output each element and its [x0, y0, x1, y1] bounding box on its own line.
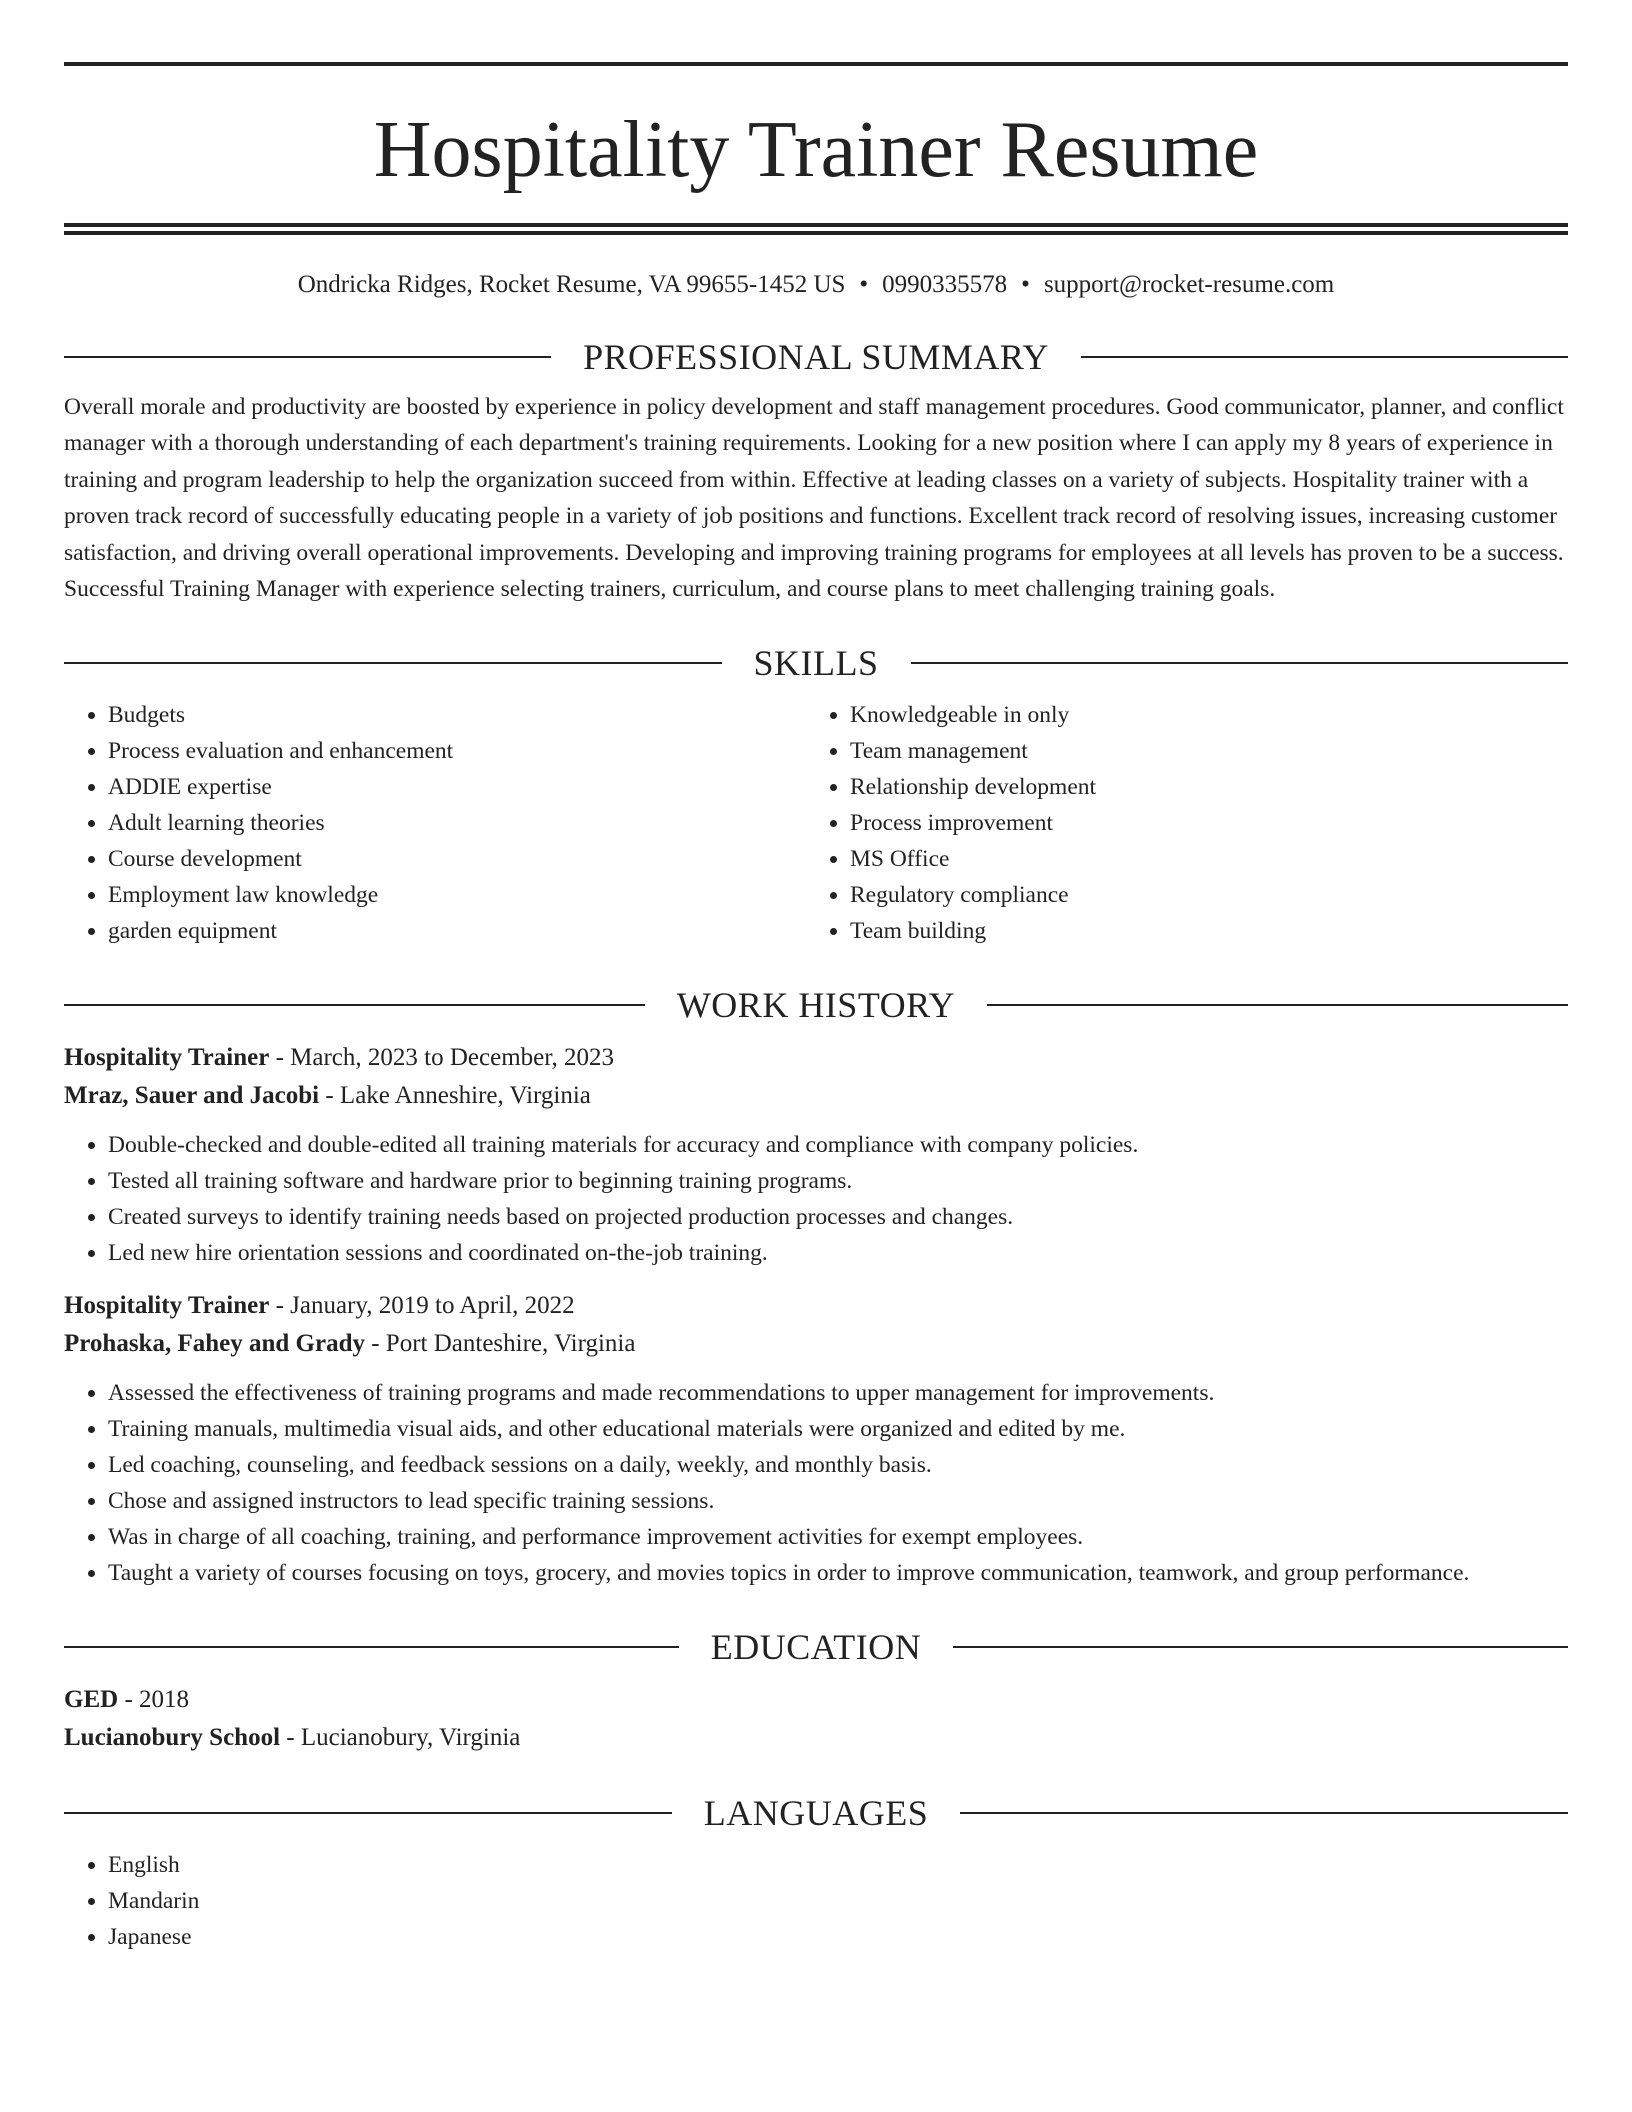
top-rule — [64, 62, 1568, 66]
skills-columns — [64, 697, 1568, 949]
heading-rule-left — [64, 1004, 645, 1006]
skill-item: • Course development — [108, 841, 806, 877]
job-dates: - March, 2023 to December, 2023 — [269, 1044, 615, 1072]
skill-item: • Process improvement — [850, 805, 1548, 841]
skill-item: • Team building — [850, 913, 1548, 949]
job-location: - Lake Anneshire, Virginia — [319, 1082, 591, 1110]
section-title: PROFESSIONAL SUMMARY — [583, 337, 1049, 377]
resume-title: Hospitality Trainer Resume — [373, 106, 1259, 194]
heading-rule-right — [1081, 356, 1568, 358]
skill-item: • Regulatory compliance — [850, 877, 1548, 913]
job-entry — [64, 1287, 1568, 1591]
skill-item: • Budgets — [108, 697, 806, 733]
skills-list — [806, 697, 1548, 949]
job-title-line — [64, 1039, 1568, 1077]
contact-separator: • — [1021, 271, 1030, 298]
heading-rule-right — [960, 1812, 1568, 1814]
section-title: SKILLS — [753, 643, 879, 684]
job-company: Prohaska, Fahey and Grady — [64, 1330, 365, 1358]
skill-item: • Adult learning theories — [108, 805, 806, 841]
section-heading-work-history — [64, 983, 1568, 1027]
contact-address: Ondricka Ridges, Rocket Resume, VA 99655-1452 US — [297, 271, 846, 298]
education-degree-line — [64, 1681, 1568, 1719]
job-duty: • Chose and assigned instructors to lead specific training sessions. — [108, 1483, 1568, 1519]
contact-email: support@rocket-resume.com — [1043, 271, 1335, 298]
skills-column-left — [64, 697, 806, 949]
language-item: • English — [108, 1847, 1568, 1883]
job-company: Mraz, Sauer and Jacobi — [64, 1082, 320, 1110]
heading-rule-left — [64, 1812, 672, 1814]
languages-block — [64, 1847, 1568, 1955]
education-entry — [64, 1681, 1568, 1757]
skills-column-right — [806, 697, 1548, 949]
heading-rule-left — [64, 1646, 679, 1648]
job-position: Hospitality Trainer — [64, 1044, 270, 1072]
job-duties-list — [64, 1127, 1568, 1271]
heading-rule-right — [987, 1004, 1568, 1006]
skill-item: • ADDIE expertise — [108, 769, 806, 805]
language-item: • Japanese — [108, 1919, 1568, 1955]
skill-item: • MS Office — [850, 841, 1548, 877]
section-title: LANGUAGES — [703, 1793, 929, 1834]
section-title: WORK HISTORY — [676, 985, 956, 1026]
job-duty: • Created surveys to identify training needs based on projected production processes and changes. — [108, 1199, 1568, 1235]
skills-list — [64, 697, 806, 949]
section-title: EDUCATION — [710, 1627, 922, 1668]
job-entry — [64, 1039, 1568, 1271]
summary-text: Overall morale and productivity are boosted by experience in policy development and staff management procedures. Good communicator, planner, and conflict manager with a thorough understanding of each department's training requirements. Looking for a new position where I can apply my 8 years of experience in training and program leadership to help the organization succeed from within. Effective at leading classes on a variety of subjects. Hospitality trainer with a proven track record of successfully educating people in a variety of job positions and functions. Excellent track record of resolving issues, increasing customer satisfaction, and driving overall operational improvements. Developing and improving training programs for employees at all levels has proven to be a success. Successful Training Manager with experience selecting trainers, curriculum, and course plans to meet challenging training goals. — [64, 394, 1564, 603]
contact-separator: • — [859, 271, 869, 298]
skill-item: • Process evaluation and enhancement — [108, 733, 806, 769]
double-rule — [64, 223, 1568, 235]
job-company-line — [64, 1325, 1568, 1363]
heading-rule-left — [64, 356, 551, 358]
heading-rule-right — [953, 1646, 1568, 1648]
section-heading-summary — [64, 335, 1568, 379]
education-year: - 2018 — [118, 1686, 190, 1714]
education-school: Lucianobury School — [64, 1724, 281, 1752]
contact-line — [64, 269, 1568, 301]
language-item: • Mandarin — [108, 1883, 1568, 1919]
job-position: Hospitality Trainer — [64, 1292, 270, 1320]
job-title-line — [64, 1287, 1568, 1325]
education-degree: GED — [64, 1686, 119, 1714]
job-company-line — [64, 1077, 1568, 1115]
job-duty: • Was in charge of all coaching, training, and performance improvement activities for exempt employees. — [108, 1519, 1568, 1555]
skill-item: • Knowledgeable in only — [850, 697, 1548, 733]
job-duty: • Tested all training software and hardware prior to beginning training programs. — [108, 1163, 1568, 1199]
job-duty: • Led coaching, counseling, and feedback sessions on a daily, weekly, and monthly basis. — [108, 1447, 1568, 1483]
skill-item: • Relationship development — [850, 769, 1548, 805]
education-location: - Lucianobury, Virginia — [280, 1724, 521, 1752]
education-school-line — [64, 1719, 1568, 1757]
skill-item: • garden equipment — [108, 913, 806, 949]
heading-rule-right — [911, 662, 1569, 664]
job-duty: • Training manuals, multimedia visual aids, and other educational materials were organized and edited by me. — [108, 1411, 1568, 1447]
heading-rule-left — [64, 662, 722, 664]
job-duty: • Assessed the effectiveness of training programs and made recommendations to upper management for improvements. — [108, 1375, 1568, 1411]
section-heading-skills — [64, 641, 1568, 685]
job-duties-list — [64, 1375, 1568, 1591]
contact-phone: 0990335578 — [882, 271, 1008, 298]
languages-list — [64, 1847, 1568, 1955]
job-duty: • Led new hire orientation sessions and coordinated on-the-job training. — [108, 1235, 1568, 1271]
job-location: - Port Danteshire, Virginia — [364, 1330, 636, 1358]
section-heading-languages — [64, 1791, 1568, 1835]
skill-item: • Employment law knowledge — [108, 877, 806, 913]
job-dates: - January, 2019 to April, 2022 — [269, 1292, 575, 1320]
job-duty: • Double-checked and double-edited all training materials for accuracy and compliance with company policies. — [108, 1127, 1568, 1163]
job-duty: • Taught a variety of courses focusing on toys, grocery, and movies topics in order to improve communication, teamwork, and group performance. — [108, 1555, 1568, 1591]
skill-item: • Team management — [850, 733, 1548, 769]
section-heading-education — [64, 1625, 1568, 1669]
